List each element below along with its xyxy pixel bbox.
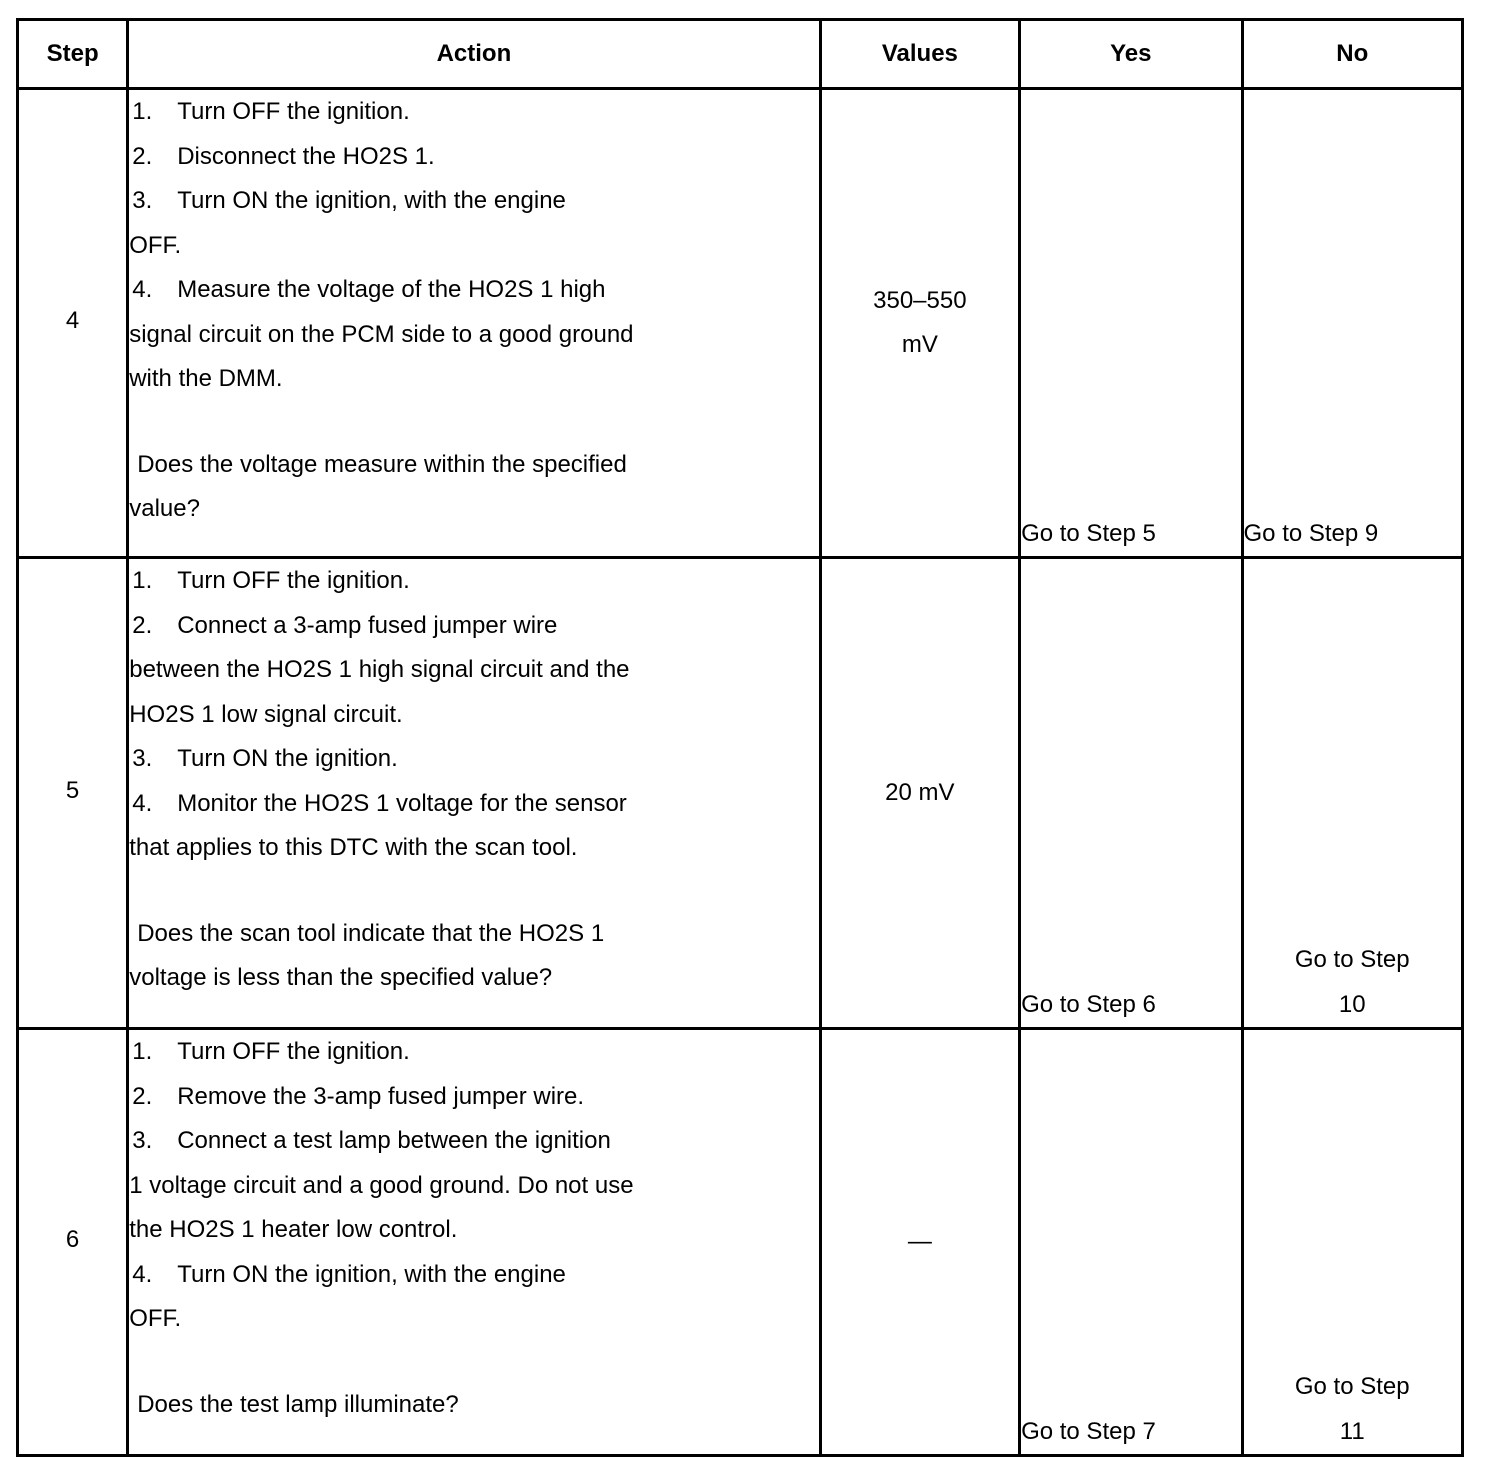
item-text: Measure the voltage of the HO2S 1 high xyxy=(177,276,606,303)
action-item xyxy=(129,1253,818,1298)
action-item xyxy=(129,90,818,135)
header-no: No xyxy=(1242,20,1462,89)
step-number: 4 xyxy=(65,306,80,334)
question-text: Does the test lamp illuminate? xyxy=(137,1390,459,1418)
item-continuation: OFF. xyxy=(129,231,182,259)
yes-goto-link[interactable]: Go to Step 6 xyxy=(1021,990,1156,1018)
no-goto-link[interactable]: Go to Step xyxy=(1294,946,1410,973)
item-continuation: between the HO2S 1 high signal circuit and the xyxy=(129,656,630,683)
diagnostic-table xyxy=(16,18,1464,1457)
item-number: 3. xyxy=(132,187,153,214)
step-number-cell xyxy=(18,89,128,558)
item-text: Connect a test lamp between the ignition xyxy=(177,1127,611,1154)
no-goto-link[interactable]: Go to Step xyxy=(1294,1373,1410,1400)
action-item xyxy=(129,1075,818,1120)
item-continuation: signal circuit on the PCM side to a good ground xyxy=(129,320,634,348)
action-item xyxy=(129,1030,818,1075)
table-row-step-6 xyxy=(18,1029,1463,1456)
action-cell xyxy=(128,89,820,558)
spacer xyxy=(129,1342,818,1383)
item-number: 3. xyxy=(132,745,153,772)
item-number: 4. xyxy=(132,276,153,303)
action-item xyxy=(129,737,818,782)
step-number-cell xyxy=(18,1029,128,1456)
item-number: 2. xyxy=(132,142,153,170)
item-text: Monitor the HO2S 1 voltage for the sensor xyxy=(177,789,627,817)
action-item xyxy=(129,135,818,180)
no-cell xyxy=(1242,1029,1462,1456)
header-action: Action xyxy=(128,20,820,89)
header-step: Step xyxy=(18,20,128,89)
header-values: Values xyxy=(820,20,1019,89)
yes-cell xyxy=(1020,1029,1242,1456)
item-text: Turn ON the ignition. xyxy=(177,745,398,772)
item-number: 2. xyxy=(132,611,153,639)
item-number: 1. xyxy=(132,98,153,125)
action-item xyxy=(129,1119,818,1164)
no-goto-step-number[interactable]: 10 xyxy=(1338,990,1366,1018)
item-text: Turn OFF the ignition. xyxy=(177,1038,410,1065)
item-continuation: HO2S 1 low signal circuit. xyxy=(129,700,403,728)
value-text: — xyxy=(907,1227,932,1255)
action-item xyxy=(129,782,818,827)
no-cell xyxy=(1242,558,1462,1029)
item-text: Turn ON the ignition, with the engine xyxy=(177,187,566,214)
values-cell xyxy=(820,89,1019,558)
item-text: Turn OFF the ignition. xyxy=(177,98,410,125)
item-continuation: that applies to this DTC with the scan tool. xyxy=(129,834,578,861)
item-continuation: 1 voltage circuit and a good ground. Do not use xyxy=(129,1171,634,1199)
item-text: Turn ON the ignition, with the engine xyxy=(177,1260,566,1288)
item-number: 4. xyxy=(132,1260,153,1288)
action-item xyxy=(129,604,818,649)
spacer xyxy=(129,871,818,912)
no-goto-step-number[interactable]: 11 xyxy=(1339,1417,1365,1445)
item-number: 2. xyxy=(132,1082,153,1110)
item-text: Connect a 3-amp fused jumper wire xyxy=(177,611,558,639)
yes-goto-link[interactable]: Go to Step 5 xyxy=(1021,519,1156,547)
action-item xyxy=(129,559,818,604)
header-row xyxy=(18,20,1463,89)
yes-goto-link[interactable]: Go to Step 7 xyxy=(1021,1417,1156,1445)
action-cell xyxy=(128,558,820,1029)
item-number: 3. xyxy=(132,1127,153,1154)
action-item xyxy=(129,179,818,224)
yes-cell xyxy=(1020,89,1242,558)
question-continuation: voltage is less than the specified value? xyxy=(129,964,553,991)
no-goto-link[interactable]: Go to Step 9 xyxy=(1243,519,1379,547)
item-text: Remove the 3-amp fused jumper wire. xyxy=(177,1082,585,1110)
step-number: 5 xyxy=(65,776,80,804)
item-number: 1. xyxy=(132,567,153,594)
action-item xyxy=(129,268,818,313)
item-text: Disconnect the HO2S 1. xyxy=(177,142,435,170)
item-text: Turn OFF the ignition. xyxy=(177,567,410,594)
values-cell xyxy=(820,1029,1019,1456)
yes-cell xyxy=(1020,558,1242,1029)
table-row-step-5 xyxy=(18,558,1463,1029)
question-text: Does the scan tool indicate that the HO2S 1 xyxy=(137,919,605,947)
item-continuation: with the DMM. xyxy=(129,365,283,392)
item-continuation: OFF. xyxy=(129,1305,182,1332)
no-cell xyxy=(1242,89,1462,558)
value-text: 20 mV xyxy=(885,778,955,806)
item-continuation: the HO2S 1 heater low control. xyxy=(129,1216,458,1243)
step-number-cell xyxy=(18,558,128,1029)
header-yes: Yes xyxy=(1020,20,1242,89)
spacer xyxy=(129,402,818,443)
item-number: 4. xyxy=(132,789,153,817)
item-number: 1. xyxy=(132,1038,153,1065)
value-unit: mV xyxy=(901,331,938,358)
action-cell xyxy=(128,1029,820,1456)
question-continuation: value? xyxy=(129,495,200,522)
values-cell xyxy=(820,558,1019,1029)
question-text: Does the voltage measure within the specified xyxy=(137,450,627,478)
step-number: 6 xyxy=(65,1225,80,1253)
table-row-step-4 xyxy=(18,89,1463,558)
value-text: 350–550 xyxy=(873,286,967,314)
